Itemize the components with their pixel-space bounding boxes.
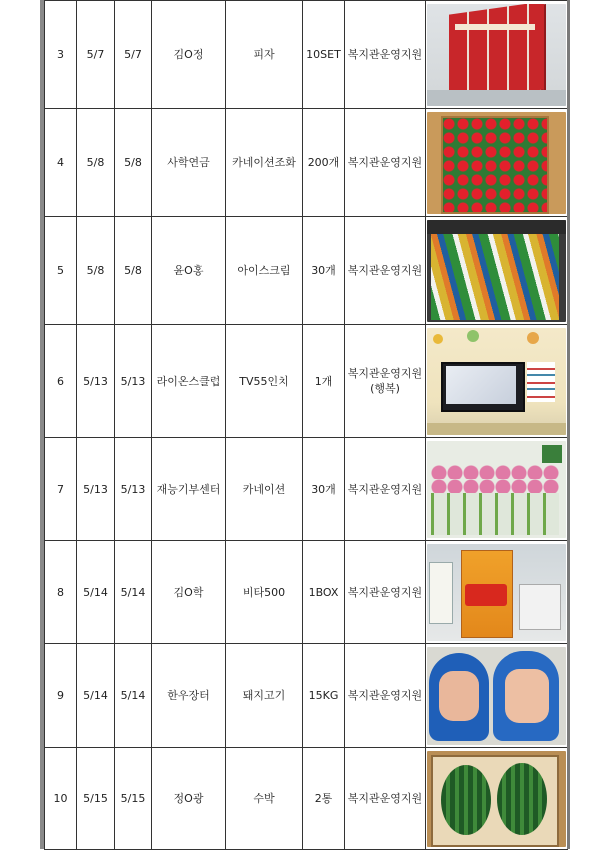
- table-row: [45, 109, 568, 217]
- item-quantity: 2통: [303, 748, 345, 850]
- used-date: 5/15: [115, 748, 152, 850]
- donor-name: 라이온스클럽: [152, 325, 226, 438]
- vita500-box-photo: [427, 544, 566, 641]
- usage-purpose: 복지관운영지원: [345, 541, 426, 644]
- usage-purpose: 복지관운영지원 (행복): [345, 325, 426, 438]
- item-name: 수박: [226, 748, 303, 850]
- usage-purpose: 복지관운영지원: [345, 438, 426, 541]
- table-row: [45, 541, 568, 644]
- received-date: 5/13: [77, 438, 115, 541]
- red-carnation-bundle-photo: [427, 112, 566, 214]
- table-row: [45, 748, 568, 850]
- used-date: 5/14: [115, 541, 152, 644]
- row-number: 3: [45, 1, 77, 109]
- table-row: [45, 644, 568, 748]
- potted-carnations-photo: [427, 441, 566, 538]
- donor-name: 김O정: [152, 1, 226, 109]
- donor-name: 김O학: [152, 541, 226, 644]
- used-date: 5/13: [115, 325, 152, 438]
- document-page: [40, 0, 570, 849]
- table-row: [45, 217, 568, 325]
- used-date: 5/7: [115, 1, 152, 109]
- donor-name: 재능기부센터: [152, 438, 226, 541]
- item-quantity: 15KG: [303, 644, 345, 748]
- received-date: 5/8: [77, 109, 115, 217]
- row-number: 5: [45, 217, 77, 325]
- row-number: 4: [45, 109, 77, 217]
- used-date: 5/13: [115, 438, 152, 541]
- item-quantity: 1개: [303, 325, 345, 438]
- received-date: 5/15: [77, 748, 115, 850]
- item-name: 카네이션: [226, 438, 303, 541]
- usage-purpose: 복지관운영지원: [345, 217, 426, 325]
- item-name: 아이스크림: [226, 217, 303, 325]
- usage-purpose: 복지관운영지원: [345, 1, 426, 109]
- item-name: 돼지고기: [226, 644, 303, 748]
- item-quantity: 30개: [303, 438, 345, 541]
- usage-purpose: 복지관운영지원: [345, 109, 426, 217]
- pork-meat-bags-photo: [427, 647, 566, 745]
- watermelons-box-photo: [427, 751, 566, 847]
- usage-note: (행복): [370, 382, 400, 395]
- received-date: 5/14: [77, 541, 115, 644]
- received-date: 5/8: [77, 217, 115, 325]
- item-quantity: 10SET: [303, 1, 345, 109]
- table-row: [45, 438, 568, 541]
- usage-purpose: 복지관운영지원: [345, 748, 426, 850]
- donation-table: [44, 0, 568, 850]
- item-name: 비타500: [226, 541, 303, 644]
- used-date: 5/14: [115, 644, 152, 748]
- item-quantity: 30개: [303, 217, 345, 325]
- donor-name: 윤O홍: [152, 217, 226, 325]
- donor-name: 정O광: [152, 748, 226, 850]
- table-row: [45, 325, 568, 438]
- row-number: 6: [45, 325, 77, 438]
- ice-cream-bars-photo: [427, 220, 566, 322]
- item-name: 피자: [226, 1, 303, 109]
- item-name: TV55인치: [226, 325, 303, 438]
- item-quantity: 200개: [303, 109, 345, 217]
- used-date: 5/8: [115, 217, 152, 325]
- table-row: [45, 1, 568, 109]
- pizza-boxes-photo: [427, 4, 566, 106]
- received-date: 5/7: [77, 1, 115, 109]
- row-number: 9: [45, 644, 77, 748]
- item-name: 카네이션조화: [226, 109, 303, 217]
- received-date: 5/14: [77, 644, 115, 748]
- donor-name: 한우장터: [152, 644, 226, 748]
- donor-name: 사학연금: [152, 109, 226, 217]
- item-quantity: 1BOX: [303, 541, 345, 644]
- row-number: 7: [45, 438, 77, 541]
- usage-purpose: 복지관운영지원: [345, 644, 426, 748]
- received-date: 5/13: [77, 325, 115, 438]
- wall-tv-photo: [427, 328, 566, 435]
- used-date: 5/8: [115, 109, 152, 217]
- row-number: 10: [45, 748, 77, 850]
- row-number: 8: [45, 541, 77, 644]
